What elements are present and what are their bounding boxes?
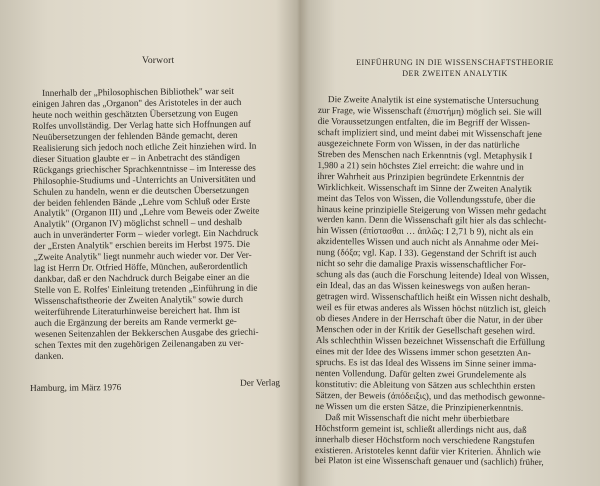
intro-line: konstitutiv: die Ableitung von Sätzen aus schlechthin ersten [315,378,536,391]
chapter-heading-line: DER ZWEITEN ANALYTIK [402,69,508,78]
preface-line: auch in unveränderter Form – wieder vorlegt. Ein Nachdruck [33,228,259,241]
preface-line: weiterführende Literaturhinweise bereichert hat. Ihm ist [34,304,241,318]
chapter-heading-line: EINFÜHRUNG IN DIE WISSENSCHAFTSTHEORIE [356,58,554,67]
intro-line: existieren. Aristoteles kennt dafür vier Kriterien. Ähnlich wie [314,444,541,457]
intro-line: ihrer Wahrheit aus Prinzipien begründete Erkenntnis der [317,170,525,183]
preface-line: dankbar, daß er den Nachdruck durch Beigabe einer an die [33,271,250,285]
intro-line: werden kann. Denn die Wissenschaft gilt hier als das schlecht- [316,214,547,227]
intro-line: 1,980 a 21) sein höchstes Ziel erreicht: die wahre und in [317,159,524,172]
preface-line: heute noch weithin geschätzten Übersetzung von Eugen [32,107,238,120]
intro-line: Daß mit Wissenschaft die nicht mehr überbietbare [325,411,510,424]
intro-line: Streben des Menschen nach Erkenntnis (vgl. Metaphysik I [317,148,533,161]
intro-line: zur Frage, wie Wissenschaft (ἐπιστήμη) möglich sei. Sie will [317,104,542,117]
intro-line: nung (δόξα; vgl. Kap. I 33). Gegenstand der Schrift ist auch [316,247,537,260]
intro-line: bei Platon ist eine Wissenschaft genauer und (sachlich) früher, [314,455,544,468]
intro-line: hin Wissen (ἐπίστασθαι … ἁπλῶς: I 2,71 b 9), nicht als ein [316,225,534,238]
intro-line: Höchstform gemeint ist, schließt allerdings nicht aus, daß [315,422,527,435]
intro-line: ein Ideal, das an das Wissen keineswegs von außen heran- [316,280,531,293]
intro-line: schaft impliziert sind, und meint dabei mit Wissenschaft jene [317,126,542,139]
preface-line: Philosophie-Studiums und -Unterrichts an Universitäten und [32,173,256,186]
preface-line: Realisierung sich jedoch noch etliche Zeit hinziehen wird. In [32,140,257,153]
intro-line: schung als das (auch die Forschung leitende) Ideal von Wissen, [316,269,550,282]
preface-line: Neuübersetzungen der fehlenden Bände gemacht, deren [32,129,238,142]
intro-line: ausgezeichnete Form von Wissen, in der das natürliche [317,137,520,150]
preface-line: Stelle von E. Rolfes' Einleitung tretenden „Einführung in die [34,282,258,296]
preface-line: der „Ersten Analytik" erschien bereits im Herbst 1975. Die [33,239,250,252]
intro-line: nenten Vollendung. Dafür gelten zwei Grundelemente als [315,367,527,380]
intro-line: hinaus keine prinzipielle Steigerung von Wissen mehr gedacht [316,203,547,216]
intro-line: akzidentelles Wissen und auch nicht als Annahme oder Mei- [316,236,539,249]
intro-line: ne Wissen um die ersten Sätze, die Prinzipienerkenntnis. [315,400,524,413]
publisher-signature: Der Verlag [240,377,281,388]
preface-line: Analytik" (Organon IV) möglichst schnell – und deshalb [33,217,242,230]
intro-line: meint das Telos von Wissen, die Vollendungsstufe, über die [317,192,536,205]
introduction-body [315,94,580,469]
preface-signature [30,377,281,393]
preface-line: einigen Jahren das „Organon" des Aristoteles in der auch [32,96,242,109]
preface-line: „Zweite Analytik" liegt nunmehr auch wieder vor. Der Ver- [33,250,252,263]
intro-line: die Voraussetzungen entfalten, die im Begriff der Wissen- [317,115,531,128]
chapter-heading [326,57,584,79]
preface-line: schen Textes mit den zugehörigen Zeilenangaben zu ver- [34,337,244,350]
intro-line: Wirklichkeit. Wissenschaft im Sinne der Zweiten Analytik [317,181,532,194]
intro-line: nicht so sehr die damalige Praxis wissenschaftlicher For- [316,258,526,271]
preface-line: lag ist Herrn Dr. Otfried Höffe, München, außerordentlich [33,261,248,274]
intro-line: spruchs. Es ist das Ideal des Wissens im Sinne seiner imma- [315,356,537,369]
preface-line: danken. [34,350,64,361]
intro-line: innerhalb dieser Höchstform noch verschiedene Rangstufen [314,433,535,446]
preface-line: dieser Situation glaubte er – in Anbetracht des ständigen [32,151,240,164]
preface-line: auch die Ergänzung der bereits am Rande vermerkt ge- [34,315,237,329]
intro-line: eines mit der Idee des Wissens immer schon gesetzten An- [315,345,531,358]
intro-line: getragen wird. Wissenschaftlich heißt ein Wissen nicht deshalb, [316,291,551,304]
intro-line: Sätzen, der Beweis (ἀπόδειξις), und das methodisch gewonne- [315,389,546,402]
intro-line: Die Zweite Analytik ist eine systematische Untersuchung [327,94,539,106]
preface-line: Analytik" (Organon III) und „Lehre vom Beweis oder Zweite [33,206,260,219]
preface-heading: Vorwort [142,56,175,66]
preface-line: Wissenschaftstheorie der Zweiten Analytik" sowie durch [34,293,244,307]
intro-line: Als schlechthin Wissen bezeichnet Wissenschaft die Erfüllung [315,334,545,347]
preface-body [32,85,285,361]
preface-line: Rolfes unvollständig. Der Verlag hatte sich Hoffnungen auf [32,118,252,131]
preface-line: wesenen Seitenzahlen der Bekkerschen Ausgabe des griechi- [34,326,259,339]
place-date: Hamburg, im März 1976 [30,382,122,393]
preface-line: Rückgangs griechischer Sprachkenntnisse – im Interesse des [32,162,256,175]
preface-line: der beiden fehlenden Bände „Lehre vom Schluß oder Erste [33,195,251,208]
intro-line: Menschen oder in der Kritik der Gesellschaft gesehen wird. [315,324,536,336]
preface-line: Innerhalb der „Philosophischen Bibliothek" war seit [41,85,234,98]
intro-line: ob dieses Andere in der Herrschaft über die Natur, in der über [316,313,543,326]
intro-line: weil es für etwas anderes als Wissen höchst nützlich ist, gleich [316,302,547,315]
preface-line: Schulen zu handeln, wenn er die deutschen Übersetzungen [33,184,249,197]
